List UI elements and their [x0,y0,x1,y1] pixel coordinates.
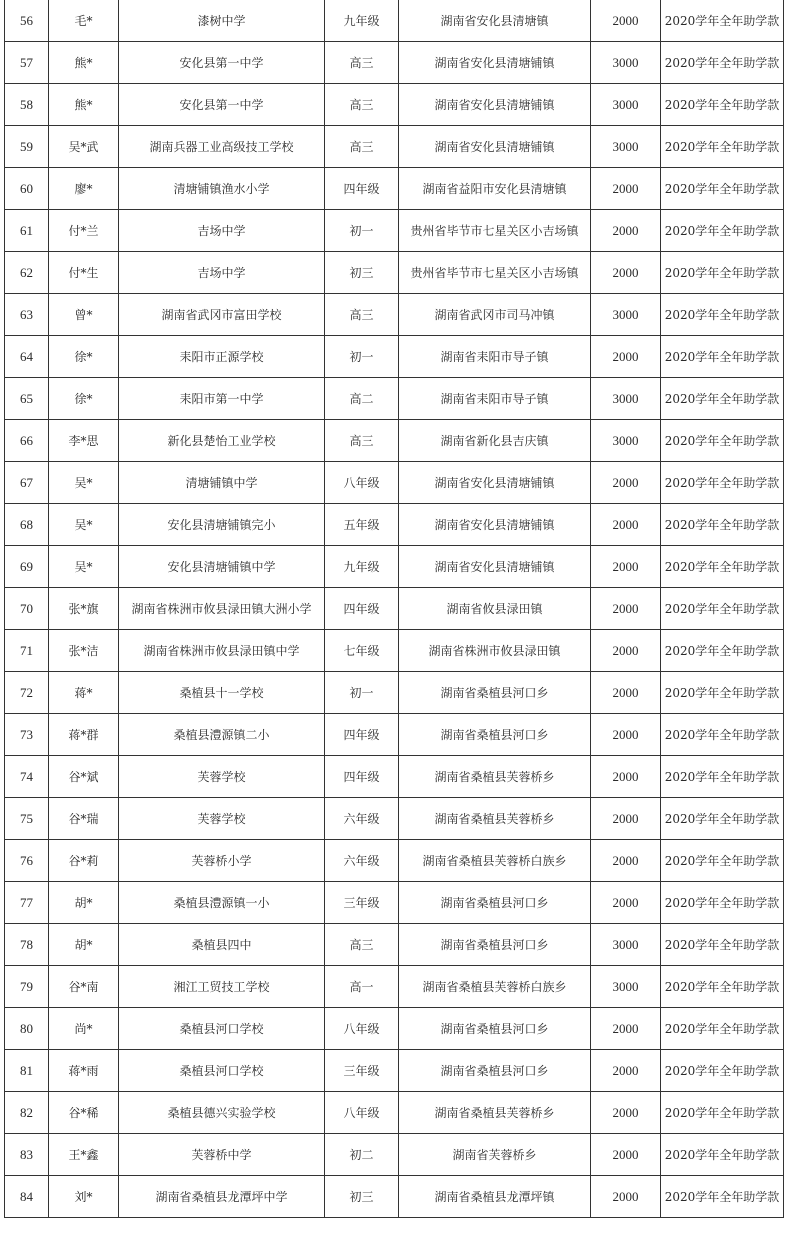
home-address: 湖南省桑植县芙蓉桥白族乡 [399,966,591,1008]
school-name: 芙蓉学校 [119,798,325,840]
row-number: 66 [5,420,49,462]
home-address: 湖南省耒阳市导子镇 [399,336,591,378]
grant-amount: 2000 [591,1050,661,1092]
student-name: 毛* [49,0,119,42]
school-name: 芙蓉桥中学 [119,1134,325,1176]
student-name: 徐* [49,336,119,378]
grant-amount: 2000 [591,1092,661,1134]
home-address: 贵州省毕节市七星关区小吉场镇 [399,252,591,294]
row-number: 84 [5,1176,49,1218]
student-name: 徐* [49,378,119,420]
school-name: 湖南省株洲市攸县渌田镇大洲小学 [119,588,325,630]
grade-level: 三年级 [325,882,399,924]
grant-type: 2020学年全年助学款 [661,798,784,840]
table-row [5,714,784,756]
grade-level: 初三 [325,1176,399,1218]
grade-level: 三年级 [325,1050,399,1092]
school-name: 桑植县十一学校 [119,672,325,714]
grant-amount: 3000 [591,378,661,420]
grade-level: 四年级 [325,588,399,630]
school-name: 清塘铺镇中学 [119,462,325,504]
row-number: 65 [5,378,49,420]
home-address: 湖南省安化县清塘铺镇 [399,546,591,588]
row-number: 75 [5,798,49,840]
student-name: 曾* [49,294,119,336]
table-row [5,1176,784,1218]
home-address: 湖南省安化县清塘铺镇 [399,504,591,546]
grant-type: 2020学年全年助学款 [661,84,784,126]
student-name: 吴* [49,546,119,588]
row-number: 61 [5,210,49,252]
grant-type: 2020学年全年助学款 [661,378,784,420]
grade-level: 初一 [325,336,399,378]
table-row [5,252,784,294]
grant-amount: 2000 [591,462,661,504]
home-address: 湖南省桑植县河口乡 [399,1050,591,1092]
grant-amount: 3000 [591,126,661,168]
school-name: 桑植县德兴实验学校 [119,1092,325,1134]
table-row [5,84,784,126]
grade-level: 初一 [325,672,399,714]
school-name: 安化县第一中学 [119,84,325,126]
student-name: 谷*斌 [49,756,119,798]
home-address: 湖南省桑植县芙蓉桥白族乡 [399,840,591,882]
school-name: 安化县第一中学 [119,42,325,84]
row-number: 81 [5,1050,49,1092]
row-number: 62 [5,252,49,294]
school-name: 芙蓉桥小学 [119,840,325,882]
school-name: 安化县清塘铺镇完小 [119,504,325,546]
table-row [5,966,784,1008]
grant-amount: 2000 [591,210,661,252]
grant-amount: 3000 [591,924,661,966]
school-name: 安化县清塘铺镇中学 [119,546,325,588]
grant-type: 2020学年全年助学款 [661,546,784,588]
grant-amount: 2000 [591,1008,661,1050]
home-address: 湖南省攸县渌田镇 [399,588,591,630]
grant-type: 2020学年全年助学款 [661,630,784,672]
grant-amount: 2000 [591,798,661,840]
grant-amount: 3000 [591,42,661,84]
grant-amount: 2000 [591,714,661,756]
student-name: 张*洁 [49,630,119,672]
row-number: 76 [5,840,49,882]
table-row [5,420,784,462]
grant-type: 2020学年全年助学款 [661,1050,784,1092]
grant-amount: 2000 [591,252,661,294]
grant-amount: 2000 [591,630,661,672]
grant-type: 2020学年全年助学款 [661,714,784,756]
grant-type: 2020学年全年助学款 [661,0,784,42]
home-address: 湖南省桑植县河口乡 [399,882,591,924]
table-row [5,0,784,42]
grade-level: 高三 [325,294,399,336]
student-name: 蒋* [49,672,119,714]
student-name: 谷*南 [49,966,119,1008]
grant-amount: 2000 [591,546,661,588]
table-row [5,798,784,840]
grade-level: 高三 [325,126,399,168]
grade-level: 初一 [325,210,399,252]
grade-level: 四年级 [325,168,399,210]
table-row [5,840,784,882]
grant-type: 2020学年全年助学款 [661,210,784,252]
student-name: 吴*武 [49,126,119,168]
grade-level: 高三 [325,42,399,84]
grade-level: 四年级 [325,756,399,798]
grant-amount: 3000 [591,294,661,336]
row-number: 58 [5,84,49,126]
student-name: 熊* [49,42,119,84]
grant-amount: 2000 [591,756,661,798]
grade-level: 初二 [325,1134,399,1176]
grant-type: 2020学年全年助学款 [661,336,784,378]
home-address: 湖南省桑植县芙蓉桥乡 [399,1092,591,1134]
table-row [5,504,784,546]
grant-type: 2020学年全年助学款 [661,462,784,504]
row-number: 83 [5,1134,49,1176]
grant-amount: 2000 [591,1176,661,1218]
school-name: 漆树中学 [119,0,325,42]
grant-type: 2020学年全年助学款 [661,1092,784,1134]
row-number: 60 [5,168,49,210]
grade-level: 高一 [325,966,399,1008]
grant-amount: 2000 [591,336,661,378]
school-name: 芙蓉学校 [119,756,325,798]
grant-type: 2020学年全年助学款 [661,1176,784,1218]
home-address: 湖南省芙蓉桥乡 [399,1134,591,1176]
student-name: 李*思 [49,420,119,462]
grant-type: 2020学年全年助学款 [661,588,784,630]
grade-level: 五年级 [325,504,399,546]
table-row [5,1008,784,1050]
student-name: 蒋*群 [49,714,119,756]
home-address: 湖南省桑植县河口乡 [399,672,591,714]
row-number: 79 [5,966,49,1008]
student-name: 尚* [49,1008,119,1050]
school-name: 吉场中学 [119,252,325,294]
grant-amount: 3000 [591,84,661,126]
home-address: 湖南省耒阳市导子镇 [399,378,591,420]
table-row [5,546,784,588]
home-address: 湖南省安化县清塘铺镇 [399,42,591,84]
student-name: 张*旗 [49,588,119,630]
table-row [5,630,784,672]
grant-amount: 2000 [591,588,661,630]
grade-level: 初三 [325,252,399,294]
grant-type: 2020学年全年助学款 [661,252,784,294]
grant-type: 2020学年全年助学款 [661,1008,784,1050]
school-name: 湖南省桑植县龙潭坪中学 [119,1176,325,1218]
grant-type: 2020学年全年助学款 [661,672,784,714]
student-name: 刘* [49,1176,119,1218]
grant-type: 2020学年全年助学款 [661,504,784,546]
student-name: 谷*瑞 [49,798,119,840]
home-address: 贵州省毕节市七星关区小吉场镇 [399,210,591,252]
student-name: 王*鑫 [49,1134,119,1176]
school-name: 桑植县河口学校 [119,1050,325,1092]
home-address: 湖南省桑植县河口乡 [399,1008,591,1050]
student-name: 谷*莉 [49,840,119,882]
grant-amount: 2000 [591,168,661,210]
school-name: 桑植县河口学校 [119,1008,325,1050]
row-number: 56 [5,0,49,42]
student-name: 付*兰 [49,210,119,252]
row-number: 73 [5,714,49,756]
grade-level: 高三 [325,84,399,126]
home-address: 湖南省武冈市司马冲镇 [399,294,591,336]
home-address: 湖南省益阳市安化县清塘镇 [399,168,591,210]
student-name: 付*生 [49,252,119,294]
grant-type: 2020学年全年助学款 [661,882,784,924]
grade-level: 高三 [325,420,399,462]
table-row [5,672,784,714]
school-name: 桑植县澧源镇一小 [119,882,325,924]
grant-type: 2020学年全年助学款 [661,294,784,336]
grant-type: 2020学年全年助学款 [661,126,784,168]
row-number: 72 [5,672,49,714]
grant-type: 2020学年全年助学款 [661,42,784,84]
home-address: 湖南省株洲市攸县渌田镇 [399,630,591,672]
row-number: 71 [5,630,49,672]
school-name: 湖南省株洲市攸县渌田镇中学 [119,630,325,672]
grant-amount: 2000 [591,504,661,546]
school-name: 清塘铺镇渔水小学 [119,168,325,210]
grade-level: 九年级 [325,0,399,42]
table-row [5,756,784,798]
school-name: 耒阳市第一中学 [119,378,325,420]
school-name: 湘江工贸技工学校 [119,966,325,1008]
grade-level: 八年级 [325,462,399,504]
grant-amount: 2000 [591,0,661,42]
grade-level: 高三 [325,924,399,966]
home-address: 湖南省桑植县芙蓉桥乡 [399,798,591,840]
home-address: 湖南省桑植县龙潭坪镇 [399,1176,591,1218]
grant-amount: 2000 [591,1134,661,1176]
table-row [5,294,784,336]
table-row [5,378,784,420]
row-number: 78 [5,924,49,966]
row-number: 80 [5,1008,49,1050]
row-number: 77 [5,882,49,924]
row-number: 67 [5,462,49,504]
grant-type: 2020学年全年助学款 [661,840,784,882]
school-name: 吉场中学 [119,210,325,252]
grant-amount: 3000 [591,966,661,1008]
table-row [5,924,784,966]
grant-type: 2020学年全年助学款 [661,168,784,210]
grant-type: 2020学年全年助学款 [661,966,784,1008]
row-number: 69 [5,546,49,588]
table-row [5,336,784,378]
grant-recipient-table [4,0,784,1218]
grant-amount: 2000 [591,672,661,714]
student-name: 熊* [49,84,119,126]
home-address: 湖南省安化县清塘铺镇 [399,126,591,168]
home-address: 湖南省新化县吉庆镇 [399,420,591,462]
grant-amount: 3000 [591,420,661,462]
table-body [5,0,784,1218]
grant-amount: 2000 [591,840,661,882]
grade-level: 六年级 [325,840,399,882]
grant-amount: 2000 [591,882,661,924]
grant-type: 2020学年全年助学款 [661,1134,784,1176]
table-row [5,210,784,252]
student-name: 吴* [49,462,119,504]
row-number: 74 [5,756,49,798]
school-name: 桑植县四中 [119,924,325,966]
table-row [5,126,784,168]
student-name: 廖* [49,168,119,210]
home-address: 湖南省安化县清塘铺镇 [399,462,591,504]
table-row [5,1134,784,1176]
school-name: 湖南兵器工业高级技工学校 [119,126,325,168]
grade-level: 八年级 [325,1092,399,1134]
table-row [5,882,784,924]
grade-level: 四年级 [325,714,399,756]
row-number: 57 [5,42,49,84]
home-address: 湖南省安化县清塘镇 [399,0,591,42]
row-number: 63 [5,294,49,336]
school-name: 湖南省武冈市富田学校 [119,294,325,336]
grade-level: 九年级 [325,546,399,588]
table-row [5,42,784,84]
row-number: 68 [5,504,49,546]
table-row [5,1050,784,1092]
row-number: 70 [5,588,49,630]
home-address: 湖南省桑植县芙蓉桥乡 [399,756,591,798]
school-name: 耒阳市正源学校 [119,336,325,378]
student-name: 蒋*雨 [49,1050,119,1092]
grade-level: 六年级 [325,798,399,840]
row-number: 64 [5,336,49,378]
grant-type: 2020学年全年助学款 [661,420,784,462]
grade-level: 七年级 [325,630,399,672]
table-row [5,1092,784,1134]
home-address: 湖南省桑植县河口乡 [399,924,591,966]
school-name: 桑植县澧源镇二小 [119,714,325,756]
table-row [5,588,784,630]
row-number: 59 [5,126,49,168]
student-name: 谷*稀 [49,1092,119,1134]
grade-level: 八年级 [325,1008,399,1050]
home-address: 湖南省安化县清塘铺镇 [399,84,591,126]
grade-level: 高二 [325,378,399,420]
school-name: 新化县楚怡工业学校 [119,420,325,462]
home-address: 湖南省桑植县河口乡 [399,714,591,756]
student-name: 胡* [49,924,119,966]
student-name: 胡* [49,882,119,924]
grant-type: 2020学年全年助学款 [661,756,784,798]
grant-type: 2020学年全年助学款 [661,924,784,966]
student-name: 吴* [49,504,119,546]
table-row [5,168,784,210]
row-number: 82 [5,1092,49,1134]
table-row [5,462,784,504]
